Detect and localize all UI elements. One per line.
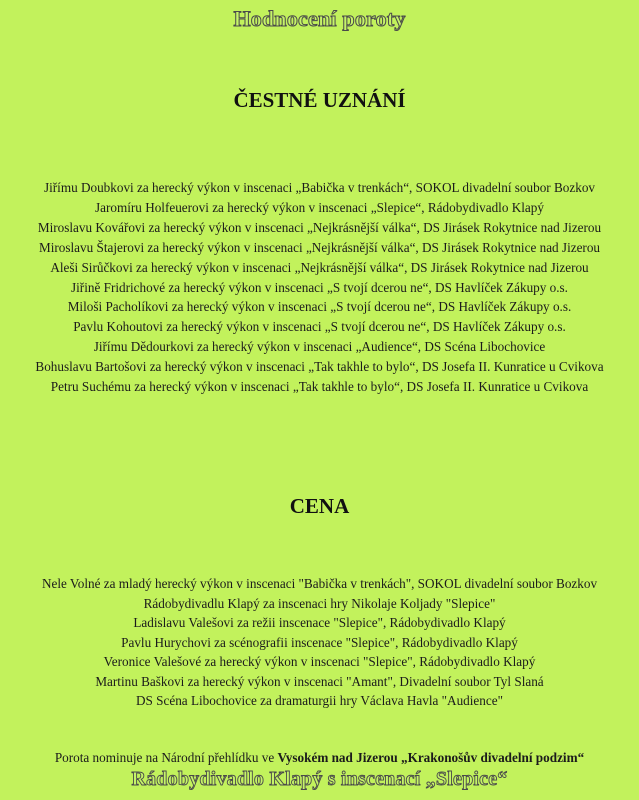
list-item: Aleši Sirůčkovi za herecký výkon v inscenaci „Nejkrásnější válka“, DS Jirásek Rokytnice nad Jizerou (50, 259, 589, 275)
nomination-statement (0, 750, 639, 766)
list-item: Jaromíru Holfeuerovi za herecký výkon v inscenaci „Slepice“, Rádobydivadlo Klapý (95, 199, 544, 215)
list-item: Pavlu Kohoutovi za herecký výkon v inscenaci „S tvojí dcerou ne“, DS Havlíček Zákupy o.s. (73, 319, 566, 335)
list-item: Jiřímu Doubkovi za herecký výkon v inscenaci „Babička v trenkách“, SOKOL divadelní soubor Bozkov (43, 180, 596, 195)
nomination-prefix: Porota nominuje na Národní přehlídku ve (54, 750, 278, 765)
list-item: Miloši Pacholíkovi za herecký výkon v inscenaci „S tvojí dcerou ne“, DS Havlíček Zákupy o.s. (67, 299, 572, 315)
list-item: Rádobydivadlu Klapý za inscenaci hry Nikolaje Koljady "Slepice" (143, 595, 496, 611)
honorable-mention-list (0, 178, 639, 397)
list-item: Miroslavu Štajerovi za herecký výkon v inscenaci „Nejkrásnější válka“, DS Jirásek Rokytnice nad Jizerou (38, 239, 601, 255)
list-item: Ladislavu Valešovi za režii inscenace "Slepice", Rádobydivadlo Klapý (133, 615, 506, 630)
list-item: Jiřině Fridrichové za herecký výkon v inscenaci „S tvojí dcerou ne“, DS Havlíček Zákupy o.s. (71, 279, 568, 295)
list-item: Martinu Baškovi za herecký výkon v inscenaci "Amant", Divadelní soubor Tyl Slaná (95, 673, 544, 689)
list-item: Miroslavu Kovářovi za herecký výkon v inscenaci „Nejkrásnější válka“, DS Jirásek Rokytnice nad Jizerou (37, 219, 602, 235)
award-list (0, 574, 639, 711)
list-item: DS Scéna Libochovice za dramaturgii hry Václava Havla "Audience" (136, 693, 503, 708)
list-item: Jiřímu Dědourkovi za herecký výkon v inscenaci „Audience“, DS Scéna Libochovice (93, 339, 546, 355)
list-item: Nele Volné za mladý herecký výkon v inscenaci "Babička v trenkách", SOKOL divadelní soubor Bozkov (41, 576, 598, 591)
list-item: Petru Suchému za herecký výkon v inscenaci „Tak takhle to bylo“, DS Josefa II. Kunratice u Cvikova (50, 379, 589, 395)
list-item: Veronice Valešové za herecký výkon v inscenaci "Slepice", Rádobydivadlo Klapý (103, 654, 536, 669)
section-title-award: CENA (289, 494, 350, 518)
list-item: Pavlu Hurychovi za scénografii inscenace "Slepice", Rádobydivadlo Klapý (121, 634, 518, 650)
section-title-honorable-mention: ČESTNÉ UZNÁNÍ (233, 88, 406, 112)
nomination-place: Vysokém nad Jizerou (277, 750, 398, 765)
list-item: Bohuslavu Bartošovi za herecký výkon v inscenaci „Tak takhle to bylo“, DS Josefa II. Kunratice u Cvikova (35, 359, 604, 375)
page-title: Hodnocení poroty (233, 6, 406, 31)
nominated-production: Rádobydivadlo Klapý s inscenací „Slepice“ (131, 768, 508, 790)
nomination-event: „Krakonošův divadelní podzim“ (400, 750, 585, 765)
